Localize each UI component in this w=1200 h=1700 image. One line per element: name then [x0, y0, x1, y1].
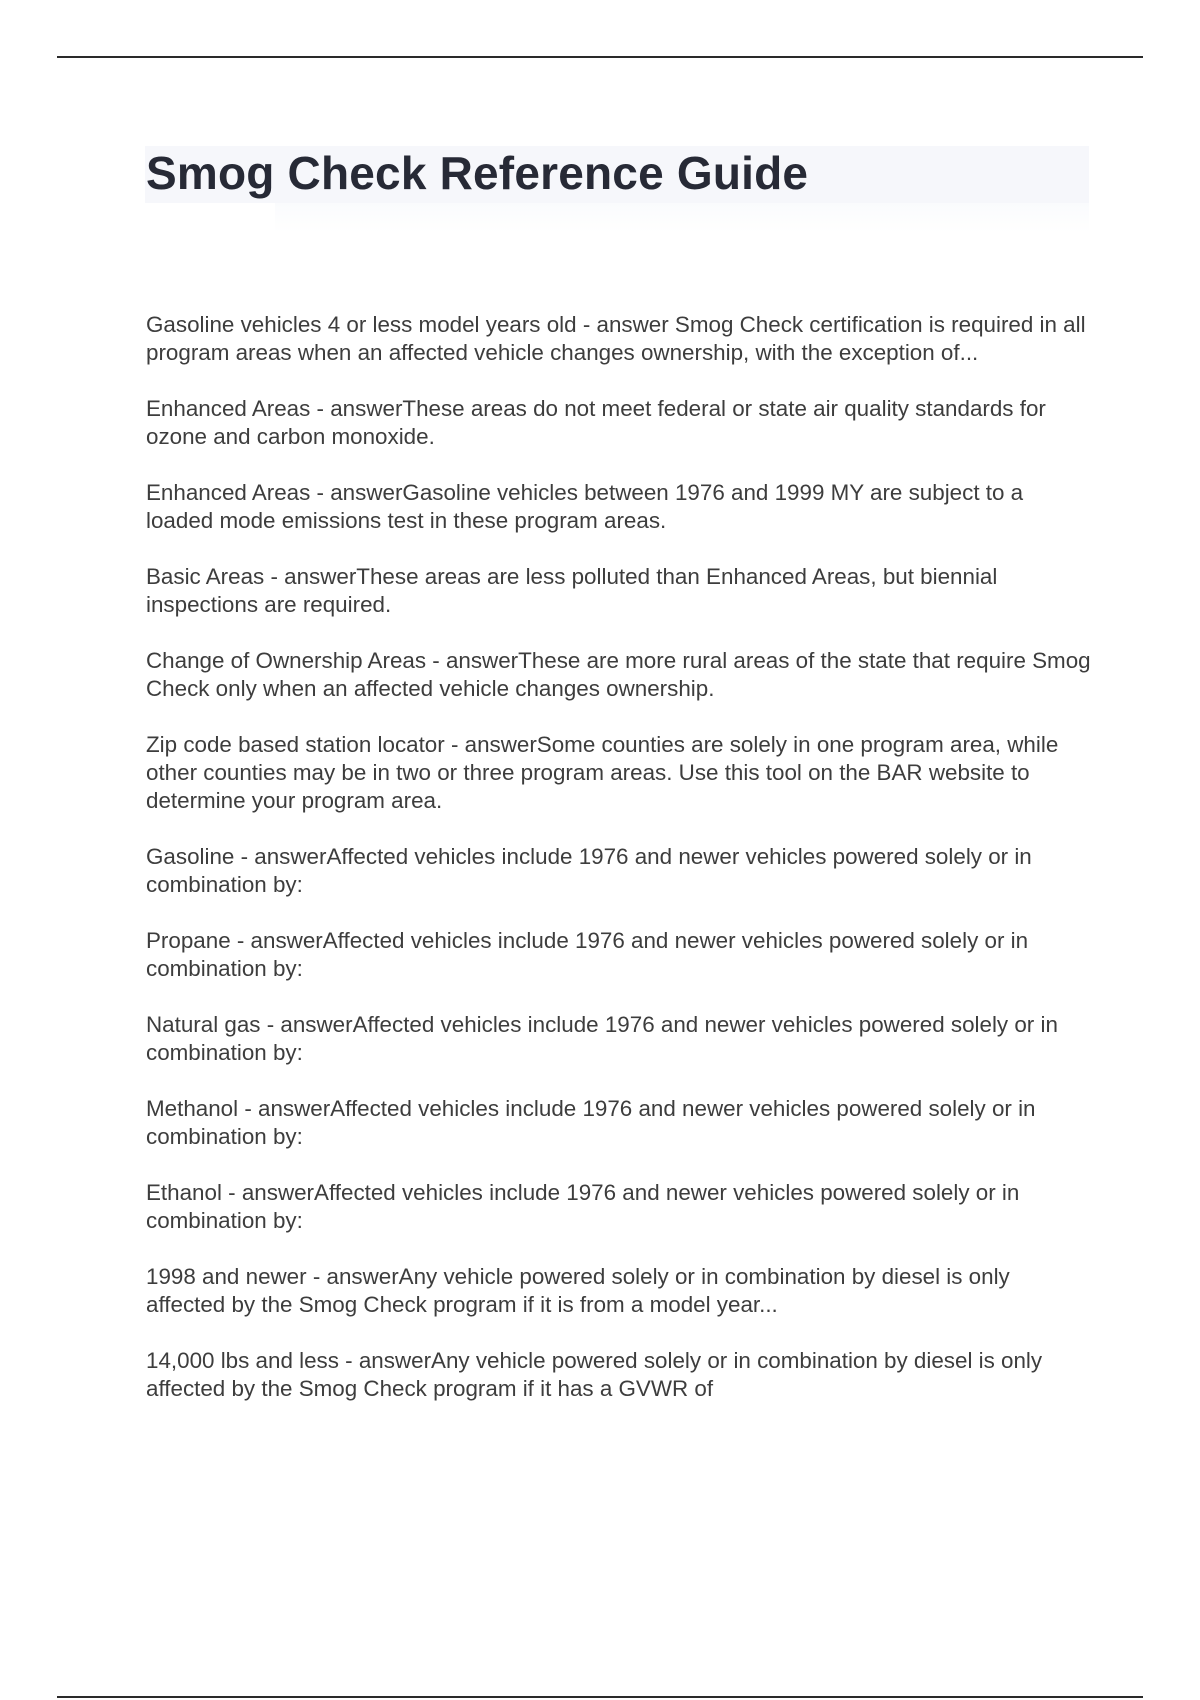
top-divider [57, 56, 1143, 58]
qa-entry: Gasoline vehicles 4 or less model years old - answer Smog Check certification is required in all program areas when an affected vehicle changes ownership, with the exception of... [146, 312, 1086, 365]
qa-entry: Enhanced Areas - answerGasoline vehicles between 1976 and 1999 MY are subject to a loaded mode emissions test in these program areas. [146, 480, 1024, 533]
qa-entry: Gasoline - answerAffected vehicles include 1976 and newer vehicles powered solely or in combination by: [146, 844, 1032, 897]
qa-entry: Enhanced Areas - answerThese areas do not meet federal or state air quality standards for ozone and carbon monoxide. [146, 396, 1046, 449]
qa-entry-list [146, 311, 1091, 1431]
qa-entry: Basic Areas - answerThese areas are less polluted than Enhanced Areas, but biennial inspections are required. [146, 564, 998, 617]
bottom-divider [57, 1696, 1143, 1698]
qa-entry: Natural gas - answerAffected vehicles include 1976 and newer vehicles powered solely or in combination by: [146, 1012, 1058, 1065]
qa-entry: Zip code based station locator - answerSome counties are solely in one program area, while other counties may be in two or three program areas. Use this tool on the BAR website to determine your program area. [146, 732, 1059, 813]
qa-entry: Methanol - answerAffected vehicles include 1976 and newer vehicles powered solely or in combination by: [146, 1096, 1036, 1149]
qa-entry: Ethanol - answerAffected vehicles include 1976 and newer vehicles powered solely or in combination by: [146, 1180, 1020, 1233]
qa-entry: Change of Ownership Areas - answerThese are more rural areas of the state that require Smog Check only when an affected vehicle changes ownership. [146, 648, 1091, 701]
qa-entry: 1998 and newer - answerAny vehicle powered solely or in combination by diesel is only affected by the Smog Check program if it is from a model year... [146, 1264, 1010, 1317]
qa-entry: Propane - answerAffected vehicles include 1976 and newer vehicles powered solely or in combination by: [146, 928, 1029, 981]
qa-entry: 14,000 lbs and less - answerAny vehicle powered solely or in combination by diesel is only affected by the Smog Check program if it has a GVWR of [146, 1348, 1043, 1401]
page-title: Smog Check Reference Guide [146, 147, 809, 199]
